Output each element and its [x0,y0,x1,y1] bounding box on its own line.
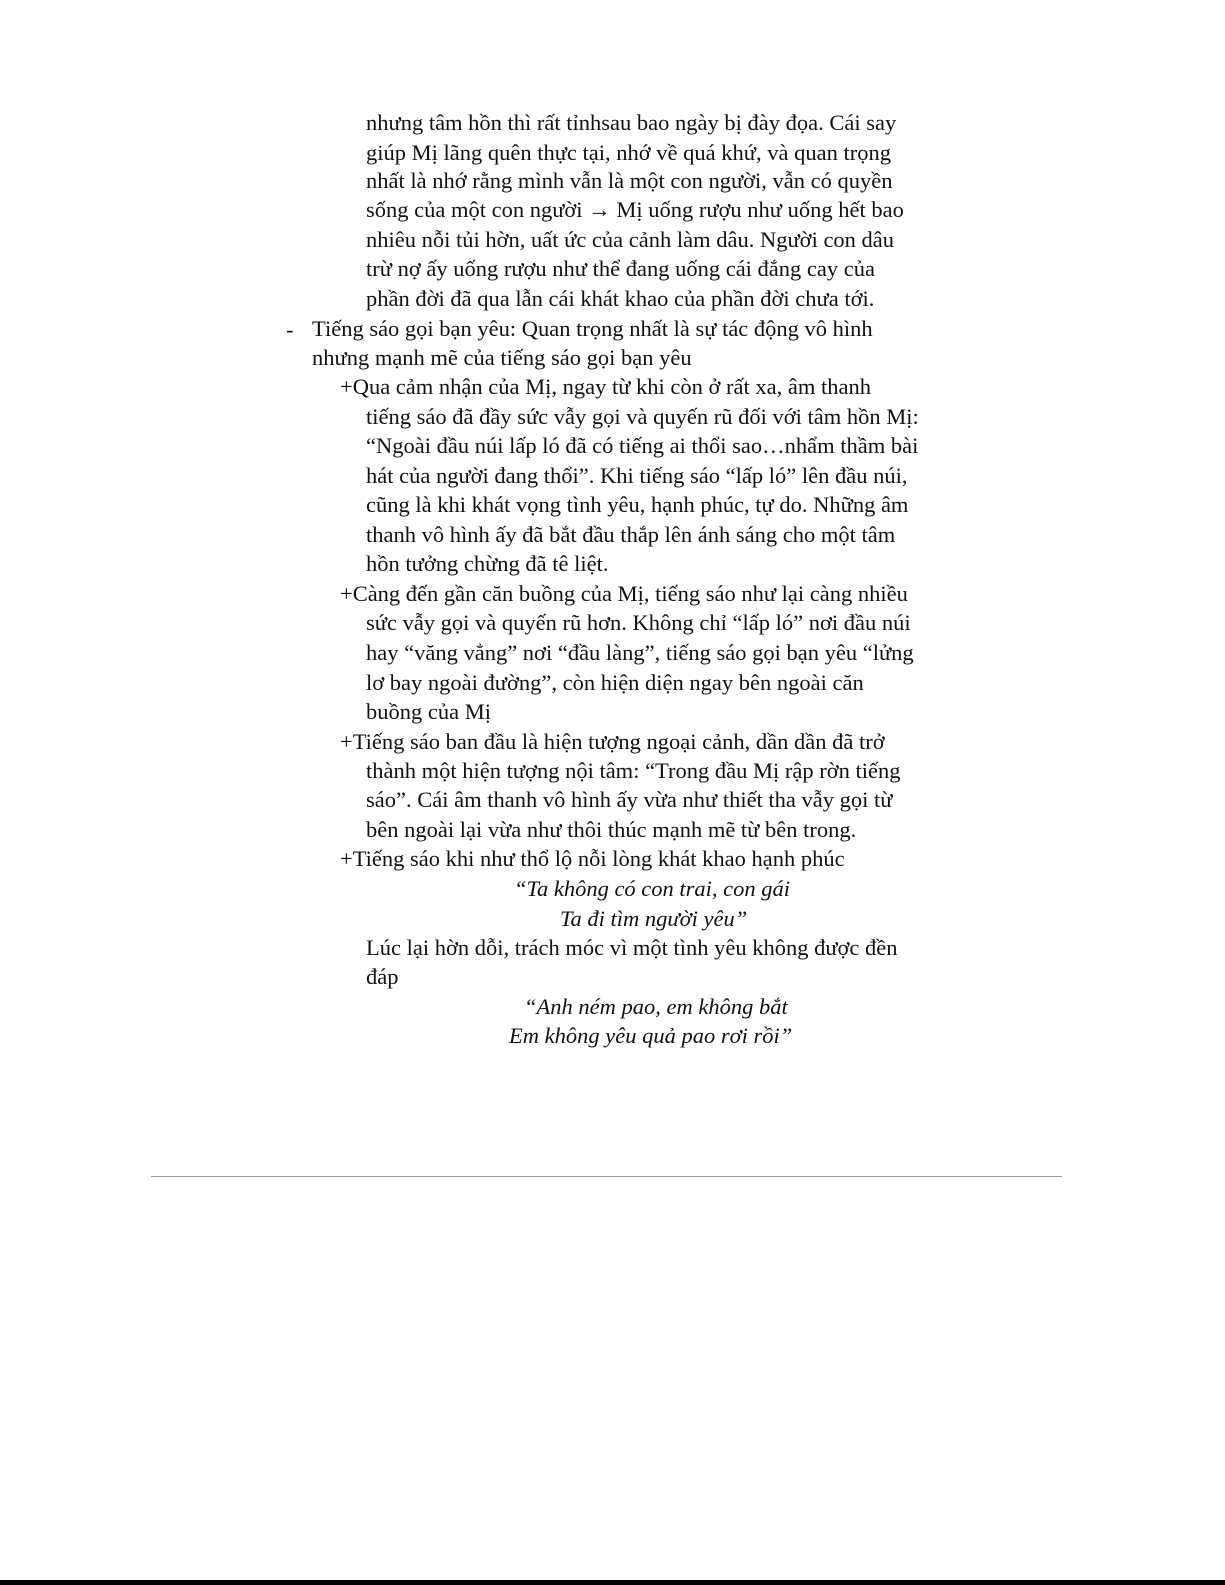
text-line: +Tiếng sáo ban đầu là hiện tượng ngoại cảnh, dần dần đã trở [340,729,885,754]
bullet-heading-line: Tiếng sáo gọi bạn yêu: Quan trọng nhất là sự tác động vô hình [312,316,873,341]
text-line: sống của một con người → Mị uống rượu như uống hết bao [366,197,904,222]
text-line: tiếng sáo đã đầy sức vẫy gọi và quyến rũ đối với tâm hồn Mị: [366,404,919,429]
text-line: buồng của Mị [366,699,491,724]
text-line: “Ngoài đầu núi lấp ló đã có tiếng ai thổi sao…nhẩm thầm bài [366,433,919,458]
text-line: thanh vô hình ấy đã bắt đầu thắp lên ánh sáng cho một tâm [366,522,896,547]
text-line: sáo”. Cái âm thanh vô hình ấy vừa như thiết tha vẫy gọi từ [366,787,893,812]
text-line: nhất là nhớ rằng mình vẫn là một con người, vẫn có quyền [366,168,893,193]
text-line: đáp [366,964,399,989]
text-line: cũng là khi khát vọng tình yêu, hạnh phúc, tự do. Những âm [366,492,909,517]
text-line: sức vẫy gọi và quyến rũ hơn. Không chỉ “lấp ló” nơi đầu núi [366,610,911,635]
bottom-edge-bar [0,1580,1225,1585]
text-line: Lúc lại hờn dỗi, trách móc vì một tình yêu không được đền [366,935,898,960]
text-line: +Qua cảm nhận của Mị, ngay từ khi còn ở rất xa, âm thanh [340,374,872,399]
text-line: nhưng tâm hồn thì rất tỉnhsau bao ngày bị đày đọa. Cái say [366,110,897,135]
text-line: nhiêu nỗi tủi hờn, uất ức của cảnh làm dâu. Người con dâu [366,227,895,252]
verse-line: “Anh ném pao, em không bắt [524,994,788,1019]
verse-line: Em không yêu quả pao rơi rồi” [509,1023,793,1048]
text-line: bên ngoài lại vừa như thôi thúc mạnh mẽ từ bên trong. [366,817,857,842]
text-line: trừ nợ ấy uống rượu như thể đang uống cái đắng cay của [366,256,875,281]
text-line: +Tiếng sáo khi như thổ lộ nỗi lòng khát khao hạnh phúc [340,846,845,871]
verse-line: Ta đi tìm người yêu” [560,906,748,931]
page-divider [151,1176,1062,1177]
text-line: lơ bay ngoài đường”, còn hiện diện ngay bên ngoài căn [366,670,864,695]
text-line: thành một hiện tượng nội tâm: “Trong đầu Mị rập rờn tiếng [366,758,901,783]
bullet-dash: - [286,317,294,342]
text-line: hát của người đang thổi”. Khi tiếng sáo “lấp ló” lên đầu núi, [366,463,908,488]
bullet-heading-line: nhưng mạnh mẽ của tiếng sáo gọi bạn yêu [312,345,692,370]
text-line: hay “văng vẳng” nơi “đầu làng”, tiếng sáo gọi bạn yêu “lửng [366,640,914,665]
verse-line: “Ta không có con trai, con gái [514,876,791,901]
text-line: giúp Mị lãng quên thực tại, nhớ về quá khứ, và quan trọng [366,140,891,165]
text-line: hồn tưởng chừng đã tê liệt. [366,551,609,576]
text-line: +Càng đến gần căn buồng của Mị, tiếng sáo như lại càng nhiều [340,581,908,606]
text-line: phần đời đã qua lẫn cái khát khao của phần đời chưa tới. [366,286,875,311]
